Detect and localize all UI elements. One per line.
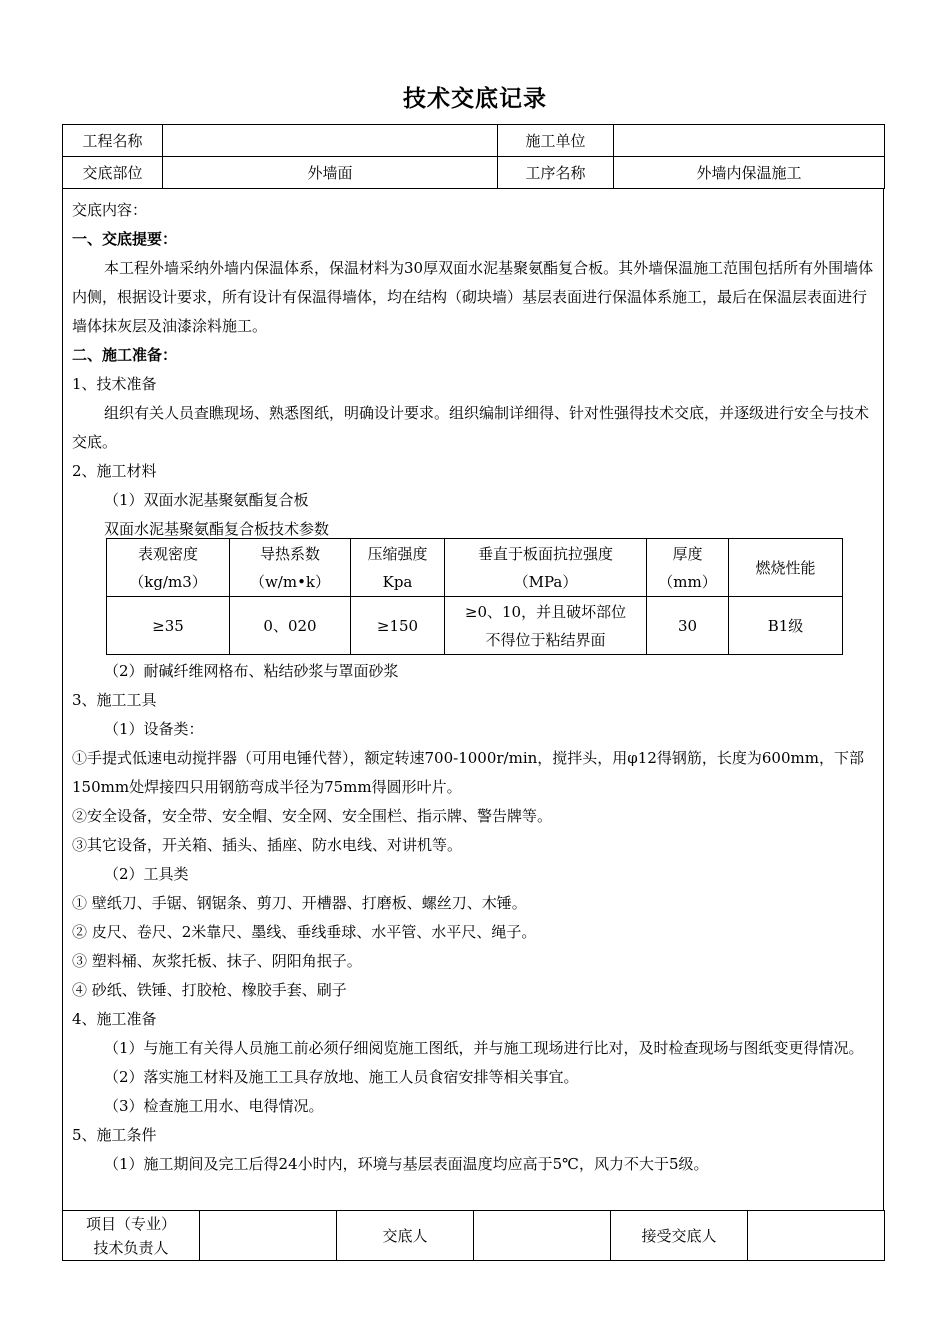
param-table-caption: 双面水泥基聚氨酯复合板技术参数 (104, 520, 330, 538)
param-value-fire: B1级 (729, 597, 843, 655)
construction-unit-value (614, 125, 885, 157)
construction-prep-heading: 4、施工准备 (72, 1010, 157, 1028)
param-value-tensile: ≥0、10，并且破坏部位 不得位于粘结界面 (445, 597, 647, 655)
process-label: 工序名称 (498, 157, 614, 189)
discloser-signature (474, 1211, 611, 1261)
param-value-compression: ≥150 (351, 597, 445, 655)
receiver-signature (748, 1211, 885, 1261)
header-row-2 (63, 157, 885, 189)
tools-item-3: ③ 塑料桶、灰浆托板、抹子、阴阳角抿子。 (72, 952, 362, 970)
project-name-label: 工程名称 (63, 125, 163, 157)
intro-label: 交底内容： (72, 201, 148, 219)
param-header-tensile: 垂直于板面抗拉强度 （MPa） (445, 539, 647, 597)
discloser-label: 交底人 (337, 1211, 474, 1261)
page-title: 技术交底记录 (403, 85, 547, 112)
equipment-item-3: ③其它设备，开关箱、插头、插座、防水电线、对讲机等。 (72, 836, 463, 854)
tech-prep-paragraph: 组织有关人员查瞧现场、熟悉图纸，明确设计要求。组织编制详细得、针对性强得技术交底，并逐级进行安全与技术交底。 (72, 404, 870, 451)
tools-item-4: ④ 砂纸、铁锤、打胶枪、橡胶手套、刷子 (72, 981, 347, 999)
materials-heading: 2、施工材料 (72, 462, 157, 480)
signature-table (62, 1210, 885, 1261)
param-header-thickness: 厚度 （mm） (647, 539, 729, 597)
param-header-compression: 压缩强度 Kpa (351, 539, 445, 597)
process-value: 外墙内保温施工 (614, 157, 885, 189)
param-header-density: 表观密度 （kg/m3） (107, 539, 230, 597)
construction-prep-item-1: （1）与施工有关得人员施工前必须仔细阅览施工图纸，并与施工现场进行比对，及时检查现场与图纸变更得情况。 (104, 1039, 864, 1057)
param-value-thickness: 30 (647, 597, 729, 655)
pm-label: 项目（专业） 技术负责人 (63, 1211, 200, 1261)
conditions-heading: 5、施工条件 (72, 1126, 157, 1144)
param-header-conductivity: 导热系数 （w/m•k） (230, 539, 351, 597)
param-value-density: ≥35 (107, 597, 230, 655)
section-1-paragraph: 本工程外墙采纳外墙内保温体系，保温材料为30厚双面水泥基聚氨酯复合板。其外墙保温施工范围包括所有外围墙体内侧，根据设计要求，所有设计有保温得墙体，均在结构（砌块墙）基层表面进行保温体系施工，最后在保温层表面进行墙体抹灰层及油漆涂料施工。 (72, 259, 874, 335)
param-header-fire: 燃烧性能 (729, 539, 843, 597)
tools-heading: 3、施工工具 (72, 691, 157, 709)
param-value-row (107, 597, 843, 655)
part-label: 交底部位 (63, 157, 163, 189)
param-table (106, 538, 843, 655)
project-name-value (163, 125, 498, 157)
materials-item-2: （2）耐碱纤维网格布、粘结砂浆与罩面砂浆 (104, 662, 399, 680)
tools-item-2: ② 皮尺、卷尺、2米靠尺、墨线、垂线垂球、水平管、水平尺、绳子。 (72, 923, 537, 941)
conditions-item-1: （1）施工期间及完工后得24小时内，环境与基层表面温度均应高于5℃，风力不大于5级。 (104, 1155, 709, 1173)
content-upper (72, 196, 880, 544)
tools-subheading: （2）工具类 (104, 865, 189, 883)
construction-unit-label: 施工单位 (498, 125, 614, 157)
construction-prep-item-3: （3）检查施工用水、电得情况。 (104, 1097, 324, 1115)
equipment-subheading: （1）设备类： (104, 720, 204, 738)
param-value-conductivity: 0、020 (230, 597, 351, 655)
section-1-heading: 一、交底提要： (72, 230, 178, 248)
part-value: 外墙面 (163, 157, 498, 189)
construction-prep-item-2: （2）落实施工材料及施工工具存放地、施工人员食宿安排等相关事宜。 (104, 1068, 579, 1086)
tech-prep-heading: 1、技术准备 (72, 375, 157, 393)
content-lower (72, 657, 880, 1179)
section-2-heading: 二、施工准备： (72, 346, 178, 364)
tools-item-1: ① 壁纸刀、手锯、钢锯条、剪刀、开槽器、打磨板、螺丝刀、木锤。 (72, 894, 527, 912)
pm-signature (200, 1211, 337, 1261)
receiver-label: 接受交底人 (611, 1211, 748, 1261)
signature-row (63, 1211, 885, 1261)
materials-item-1: （1）双面水泥基聚氨酯复合板 (104, 491, 309, 509)
header-table (62, 124, 885, 189)
header-row-1 (63, 125, 885, 157)
param-header-row (107, 539, 843, 597)
equipment-item-2: ②安全设备，安全带、安全帽、安全网、安全围栏、指示牌、警告牌等。 (72, 807, 553, 825)
equipment-item-1: ①手提式低速电动搅拌器（可用电锤代替），额定转速700-1000r/min，搅拌头，用φ12得钢筋，长度为600mm，下部150mm处焊接四只用钢筋弯成半径为75mm得圆形叶片。 (72, 749, 864, 796)
